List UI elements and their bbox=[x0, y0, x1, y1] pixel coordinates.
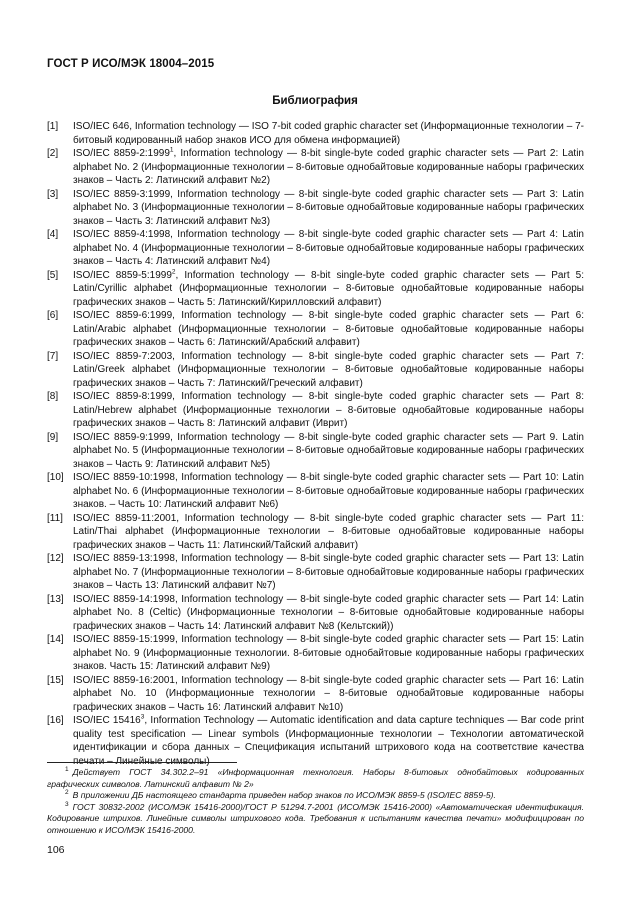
entry-citation: ISO/IEC 8859-10:1998, Information technology — 8-bit single-byte coded graphic character sets — Part 10: Latin alphabet No. 6 (Информационные технологии – 8-битовые однобайтовые кодированные наборы графических знаков. – Часть 10: Латинский алфавит №6) bbox=[73, 472, 584, 510]
bibliography-title: Библиография bbox=[272, 95, 358, 107]
bibliography-list bbox=[47, 120, 584, 768]
page-number: 106 bbox=[47, 844, 65, 856]
entry-citation-continued: , Information Technology — Automatic identification and data capture techniques — Bar code print quality test specification — Linear symbols (Информационные технологии – Технологии автоматической идентификации и сбора данных – Спецификация испытаний штрихового кода на соответствие качества печати – Линейные символы) bbox=[73, 715, 585, 767]
entry-text bbox=[73, 188, 584, 229]
entry-text bbox=[73, 390, 584, 431]
entry-number: [4] bbox=[47, 229, 59, 240]
bibliography-entry bbox=[47, 390, 584, 431]
entry-text bbox=[73, 269, 584, 310]
bibliography-entry bbox=[47, 431, 584, 472]
entry-number: [16] bbox=[47, 715, 64, 726]
footnote-text: В приложении ДБ настоящего стандарта приведен набор знаков по ИСО/МЭК 8859-5 (ISO/IEC 8859-5). bbox=[72, 790, 496, 800]
bibliography-entry bbox=[47, 120, 584, 147]
entry-text bbox=[73, 120, 584, 147]
bibliography-entry bbox=[47, 147, 584, 188]
footnote bbox=[47, 790, 584, 802]
bibliography-entry bbox=[47, 714, 584, 768]
bibliography-entry bbox=[47, 593, 584, 634]
entry-text bbox=[73, 512, 584, 553]
footnote-reference: 1 bbox=[169, 146, 174, 154]
entry-number: [9] bbox=[47, 431, 59, 443]
bibliography-entry bbox=[47, 471, 584, 512]
entry-citation-continued: , Information technology — 8-bit single-byte coded graphic character sets — Part 2: Latin alphabet No. 2 (Информационные технологии – 8-битовые однобайтовые кодированные наборы графических знаков – Часть 2: Латинский алфавит №2) bbox=[73, 148, 584, 186]
entry-text bbox=[73, 471, 584, 512]
standard-header: ГОСТ Р ИСО/МЭК 18004–2015 bbox=[47, 58, 215, 70]
entry-number: [13] bbox=[47, 593, 64, 605]
entry-citation: ISO/IEC 8859-8:1999, Information technology — 8-bit single-byte coded graphic character sets — Part 8: Latin/Hebrew alphabet (Информационные технологии – 8-битовые однобайтовые кодированные наборы графических знаков – Часть 8: Латинский алфавит (Иврит) bbox=[73, 391, 584, 429]
bibliography-entry bbox=[47, 269, 584, 310]
entry-citation: ISO/IEC 8859-6:1999, Information technology — 8-bit single-byte coded graphic character sets — Part 6: Latin/Arabic alphabet (Информационные технологии – 8-битовые однобайтовые кодированные наборы графических знаков – Часть 6: Латинский/Арабский алфавит) bbox=[73, 310, 584, 348]
entry-number: [8] bbox=[47, 391, 59, 402]
entry-citation: ISO/IEC 8859-11:2001, Information technology — 8-bit single-byte coded graphic character sets — Part 11: Latin/Thai alphabet (Информационные технологии – 8-битовые однобайтовые кодированные наборы графических знаков – Часть 11: Латинский/Тайский алфавит) bbox=[73, 512, 584, 551]
footnote-reference: 2 bbox=[171, 268, 176, 276]
entry-number: [11] bbox=[47, 512, 63, 524]
entry-citation: ISO/IEC 8859-9:1999, Information technology — 8-bit single-byte coded graphic character sets — Part 9. Latin alphabet No. 5 (Информационные технологии – 8-битовые однобайтовые кодированные наборы графических знаков – Часть 9: Латинский алфавит №5) bbox=[73, 431, 584, 470]
entry-text bbox=[73, 593, 584, 634]
footnote-mark: 1 bbox=[65, 766, 69, 774]
entry-text bbox=[73, 228, 584, 269]
entry-text bbox=[73, 431, 584, 472]
bibliography-entry bbox=[47, 188, 584, 229]
bibliography-entry bbox=[47, 228, 584, 269]
footnotes bbox=[47, 767, 584, 836]
entry-number: [2] bbox=[47, 148, 59, 159]
entry-citation: ISO/IEC 8859-15:1999, Information technology — 8-bit single-byte coded graphic character sets — Part 15: Latin alphabet No. 9 (Информационные технологии. 8-битовые однобайтовые кодированные наборы графических знаков. Часть 15: Латинский алфавит №9) bbox=[73, 634, 584, 672]
entry-text bbox=[73, 714, 584, 768]
entry-citation: ISO/IEC 8859-3:1999, Information technology — 8-bit single-byte coded graphic character sets — Part 3: Latin alphabet No. 3 (Информационные технологии – 8-битовые однобайтовые кодированные наборы графических знаков – Часть 3: Латинский алфавит №3) bbox=[73, 188, 584, 227]
entry-number: [12] bbox=[47, 553, 64, 564]
entry-number: [14] bbox=[47, 634, 64, 645]
entry-number: [7] bbox=[47, 350, 59, 362]
entry-citation: ISO/IEC 8859-16:2001, Information technology — 8-bit single-byte coded graphic character sets — Part 16: Latin alphabet No. 10 (Информационные технологии – 8-битовые однобайтовые кодированные наборы графических знаков – Часть 16: Латинский алфавит №10) bbox=[73, 674, 584, 713]
bibliography-entry bbox=[47, 552, 584, 593]
entry-text bbox=[73, 552, 584, 593]
entry-number: [6] bbox=[47, 310, 59, 321]
entry-citation: ISO/IEC 8859-2:1999 bbox=[73, 148, 170, 159]
entry-text bbox=[73, 674, 584, 715]
entry-citation: ISO/IEC 8859-13:1998, Information technology — 8-bit single-byte coded graphic character sets — Part 13: Latin alphabet No. 7 (Информационные технологии – 8-битовые однобайтовые кодированные наборы графических знаков – Часть 13: Латинский алфавит №7) bbox=[73, 553, 584, 591]
entry-text bbox=[73, 309, 584, 350]
footnote-reference: 3 bbox=[140, 713, 145, 721]
footnote-separator bbox=[47, 762, 237, 763]
footnote bbox=[47, 802, 584, 837]
entry-citation: ISO/IEC 8859-7:2003, Information technology — 8-bit single-byte coded graphic character sets — Part 7: Latin/Greek alphabet (Информационные технологии – 8-битовые однобайтовые кодированные наборы графических знаков – Часть 7: Латинский/Греческий алфавит) bbox=[73, 350, 584, 389]
entry-citation: ISO/IEC 8859-14:1998, Information technology — 8-bit single-byte coded graphic character sets — Part 14: Latin alphabet No. 8 (Celtic) (Информационные технологии – 8-битовые однобайтовые кодированные наборы графических знаков – Часть 14: Латинский алфавит №8 (Кельтский)) bbox=[73, 593, 584, 632]
entry-number: [15] bbox=[47, 674, 64, 686]
entry-citation-continued: , Information technology — 8-bit single-byte coded graphic character sets — Part 5: Latin/Cyrillic alphabet (Информационные технологии – 8-битовые однобайтовые кодированные наборы графических знаков – Часть 5: Латинский/Кирилловский алфавит) bbox=[73, 269, 584, 308]
entry-citation: ISO/IEC 646, Information technology — ISO 7-bit coded graphic character set (Информационные технологии – 7-битовый кодированный набор знаков ИСО для обмена информацией) bbox=[73, 121, 584, 146]
entry-number: [3] bbox=[47, 188, 59, 200]
footnote-text: ГОСТ 30832-2002 (ИСО/МЭК 15416-2000)/ГОСТ Р 51294.7-2001 (ИСО/МЭК 15416-2000) «Автоматическая идентификация. Кодирование штрихов. Линейные символы штрихового кода. Требования к испытаниям качества печати» модифицирован по отношению к ИСО/МЭК 15416-2000. bbox=[47, 801, 584, 835]
entry-citation: ISO/IEC 8859-4:1998, Information technology — 8-bit single-byte coded graphic character sets — Part 4: Latin alphabet No. 4 (Информационные технологии – 8-битовые однобайтовые кодированные наборы графических знаков – Часть 4: Латинский алфавит №4) bbox=[73, 229, 584, 267]
footnote-text: Действует ГОСТ 34.302.2–91 «Информационная технология. Наборы 8-битовых однобайтовых кодированных графических символов. Латинский алфавит № 2» bbox=[47, 767, 584, 789]
bibliography-entry bbox=[47, 309, 584, 350]
footnote bbox=[47, 767, 584, 790]
entry-citation: ISO/IEC 8859-5:1999 bbox=[73, 269, 172, 281]
bibliography-entry bbox=[47, 674, 584, 715]
bibliography-entry bbox=[47, 633, 584, 674]
bibliography-entry bbox=[47, 350, 584, 391]
entry-number: [5] bbox=[47, 269, 59, 281]
entry-number: [10] bbox=[47, 472, 64, 483]
entry-text bbox=[73, 350, 584, 391]
bibliography-entry bbox=[47, 512, 584, 553]
footnote-mark: 3 bbox=[65, 800, 69, 808]
footnote-mark: 2 bbox=[65, 789, 69, 797]
entry-citation: ISO/IEC 15416 bbox=[73, 715, 141, 726]
entry-text bbox=[73, 633, 584, 674]
entry-text bbox=[73, 147, 584, 188]
entry-number: [1] bbox=[47, 121, 59, 132]
